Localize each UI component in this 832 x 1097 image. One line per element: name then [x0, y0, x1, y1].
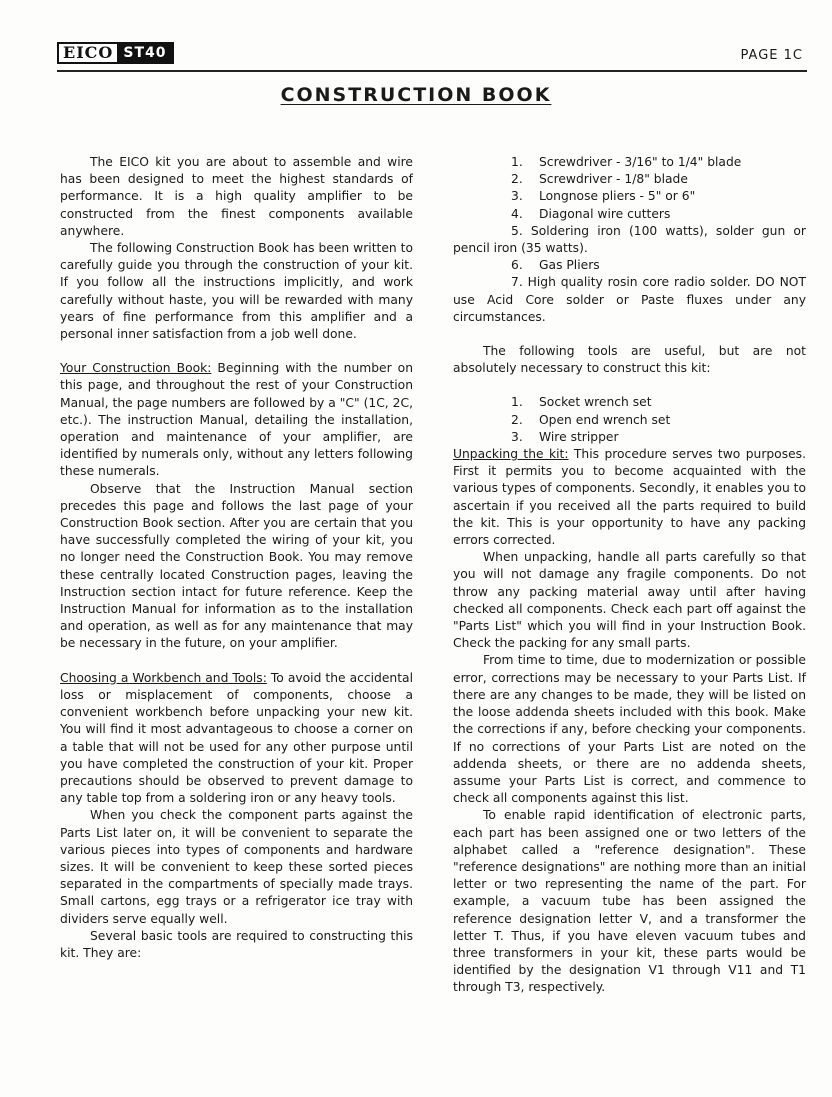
when-unpacking-paragraph: When unpacking, handle all parts carefully so that you will not damage any fragile components. Do not throw any packing material away until after having checked all components. Check each part off against the "Parts List" which you will find in your Instruction Book. Check the packing for any small parts. [453, 550, 806, 651]
list-item: 2. Open end wrench set [511, 412, 671, 427]
page-title [0, 84, 832, 106]
page-number: PAGE 1C [740, 48, 803, 63]
required-tools-list-cont [453, 257, 806, 274]
observe-paragraph: Observe that the Instruction Manual section precedes this page and follows the last page of your Construction Book section. After you are certain that you have successfully completed the wiring of your kit, you no longer need the Construction Book. You may remove these centrally located Construction pages, leaving the Instruction section intact for future reference. Keep the Instruction Manual for information as to the installation and operation, as well as for any maintenance that may be necessary in the future, on your amplifier. [60, 481, 413, 651]
tool-item-7: 7. High quality rosin core radio solder. DO NOT use Acid Core solder or Paste fluxes under any circumstances. [453, 275, 806, 324]
reference-designation-paragraph: To enable rapid identification of electronic parts, each part has been assigned one or two letters of the alphabet called a "reference designation". These "reference designations" are nothing more than an initial letter or two representing the name of the part. For example, a vacuum tube has been assigned the reference designation letter V, and a transformer the letter T. Thus, if you have eleven vacuum tubes and three transformers in your kit, these parts would be identified by the designation V1 through V11 and T1 through T3, respectively. [453, 808, 806, 995]
list-item: 3. Longnose pliers - 5" or 6" [511, 189, 696, 204]
workbench-paragraph [60, 670, 413, 808]
list-item: 2. Screwdriver - 1/8" blade [511, 172, 688, 187]
page-header [57, 40, 807, 66]
unpacking-body: This procedure serves two purposes. First it permits you to become acquainted with the various types of components. Secondly, it enables you to ascertain if you received all the parts required to build the kit. This is your opportunity to have any packing errors corrected. [453, 447, 807, 548]
list-item: 4. Diagonal wire cutters [511, 206, 671, 221]
check-parts-paragraph: When you check the component parts against the Parts List later on, it will be convenient to separate the various pieces into types of components and hardware sizes. It will be convenient to keep these sorted pieces separated in the compartments of specially made trays. Small cartons, egg trays or a refrigerator ice tray with dividers serve equally well. [60, 808, 413, 926]
required-tools-list [453, 154, 806, 223]
useful-tools-paragraph: The following tools are useful, but are not absolutely necessary to construct this kit: [453, 344, 806, 376]
workbench-heading: Choosing a Workbench and Tools: [60, 670, 267, 685]
list-item: 6. Gas Pliers [511, 258, 600, 273]
list-item: 1. Socket wrench set [511, 395, 652, 410]
construction-book-body: Beginning with the number on this page, and throughout the rest of your Construction Manual, the page numbers are followed by a "C" (1C, 2C, etc.). The instruction Manual, detailing the installation, operation and maintenance of your amplifier, are identified by numerals only, without any letters following these numerals. [60, 361, 413, 479]
unpacking-heading: Unpacking the kit: [453, 447, 569, 462]
tool-item-5: 5. Soldering iron (100 watts), solder gun or pencil iron (35 watts). [453, 223, 806, 256]
left-column [60, 154, 413, 962]
unpacking-paragraph [453, 446, 806, 549]
intro-paragraph-2: The following Construction Book has been written to carefully guide you through the construction of your kit. If you follow all the instructions implicitly, and work carefully without haste, you will be rewarded with many years of fine performance from this amplifier and a personal inner satisfaction from a job well done. [60, 241, 413, 342]
basic-tools-paragraph: Several basic tools are required to constructing this kit. They are: [60, 928, 413, 960]
page-title-text: CONSTRUCTION BOOK [280, 84, 552, 106]
header-rule [57, 70, 807, 72]
eico-st40-logo [57, 42, 174, 64]
list-item: 1. Screwdriver - 3/16" to 1/4" blade [511, 155, 742, 169]
logo-brand: EICO [59, 44, 117, 62]
optional-tools-list [453, 394, 806, 446]
logo-model: ST40 [117, 44, 172, 62]
intro-paragraph-1: The EICO kit you are about to assemble and wire has been designed to meet the highest standards of performance. It is a high quality amplifier to be constructed from the finest components available anywhere. [60, 155, 413, 238]
construction-book-heading: Your Construction Book: [60, 361, 212, 376]
corrections-paragraph: From time to time, due to modernization or possible error, corrections may be necessary to your Parts List. If there are any changes to be made, they will be listed on the loose addenda sheets included with this book. Make the corrections if any, before checking your components. If no corrections of your Parts List are noted on the addenda sheets, or there are no addenda sheets, assume your Parts List is correct, and commence to check all components against this list. [453, 653, 806, 806]
right-column [453, 154, 806, 997]
construction-book-paragraph [60, 360, 413, 480]
workbench-body: To avoid the accidental loss or misplacement of components, choose a convenient workbench before unpacking your new kit. You will find it most advantageous to choose a corner on a table that will not be used for any other purpose until you have completed the construction of your kit. Proper precautions should be observed to prevent damage to any table top from a soldering iron or any heavy tools. [60, 670, 413, 806]
list-item: 3. Wire stripper [511, 429, 619, 444]
